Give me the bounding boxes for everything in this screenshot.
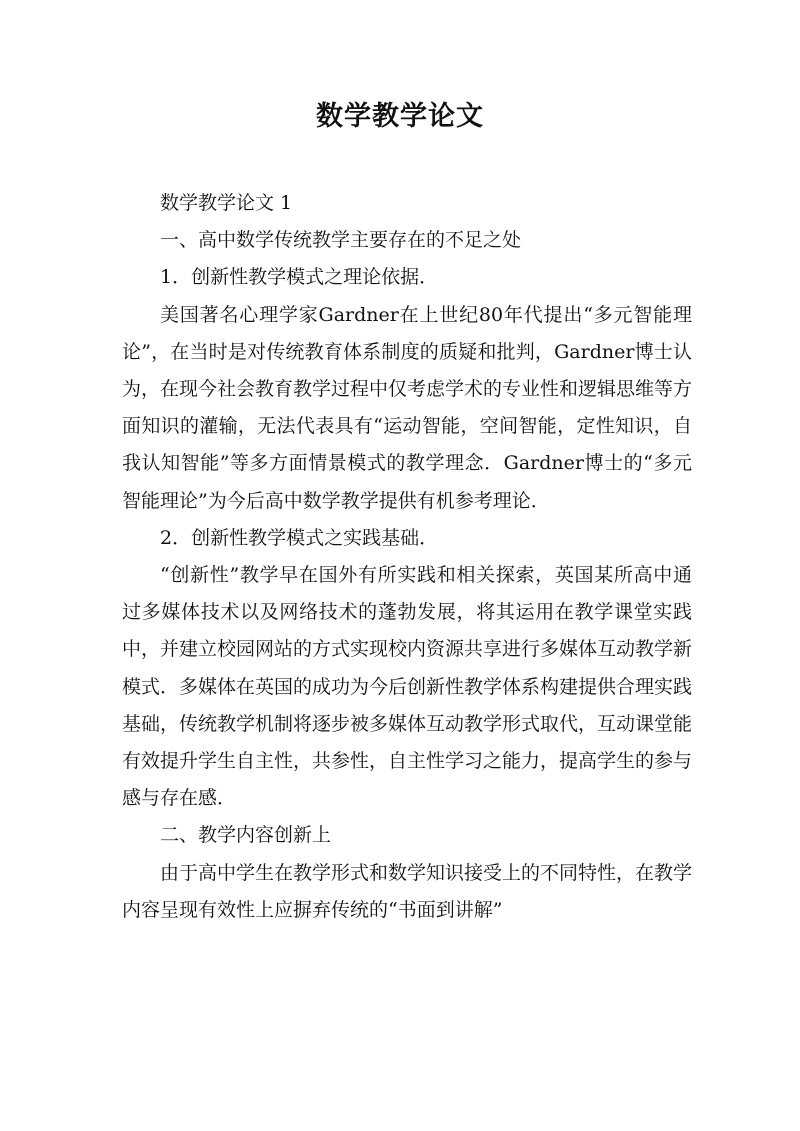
section-heading: 一、高中数学传统教学主要存在的不足之处	[160, 229, 522, 252]
body-paragraph: 美国著名心理学家Gardner在上世纪80年代提出“多元智能理论”，在当时是对传统教育体系制度的质疑和批判，Gardner博士认为，在现今社会教育教学过程中仅考虑学术的专业性和逻辑思维等方面知识的灌输，无法代表具有“运动智能，空间智能，定性知识，自我认知智能”等多方面情景模式的教学理念．Gardner博士的“多元智能理论”为今后高中数学教学提供有机参考理论．	[122, 303, 693, 512]
document-title: 数学教学论文	[316, 101, 484, 132]
subsection-heading: 2．创新性教学模式之实践基础．	[160, 526, 439, 549]
body-paragraph: 由于高中学生在教学形式和数学知识接受上的不同特性，在教学内容呈现有效性上应摒弃传统的“书面到讲解”	[122, 861, 693, 921]
body-paragraph: “创新性”教学早在国外有所实践和相关探索，英国某所高中通过多媒体技术以及网络技术的蓬勃发展，将其运用在教学课堂实践中，并建立校园网站的方式实现校内资源共享进行多媒体互动教学新模式．多媒体在英国的成功为今后创新性教学体系构建提供合理实践基础，传统教学机制将逐步被多媒体互动教学形式取代，互动课堂能有效提升学生自主性，共参性，自主性学习之能力，提高学生的参与感与存在感．	[122, 564, 693, 810]
section-heading: 二、教学内容创新上	[160, 824, 332, 847]
subsection-heading: 1．创新性教学模式之理论依据．	[160, 266, 439, 289]
document-body	[122, 185, 692, 929]
section-heading: 数学教学论文 1	[160, 192, 293, 214]
